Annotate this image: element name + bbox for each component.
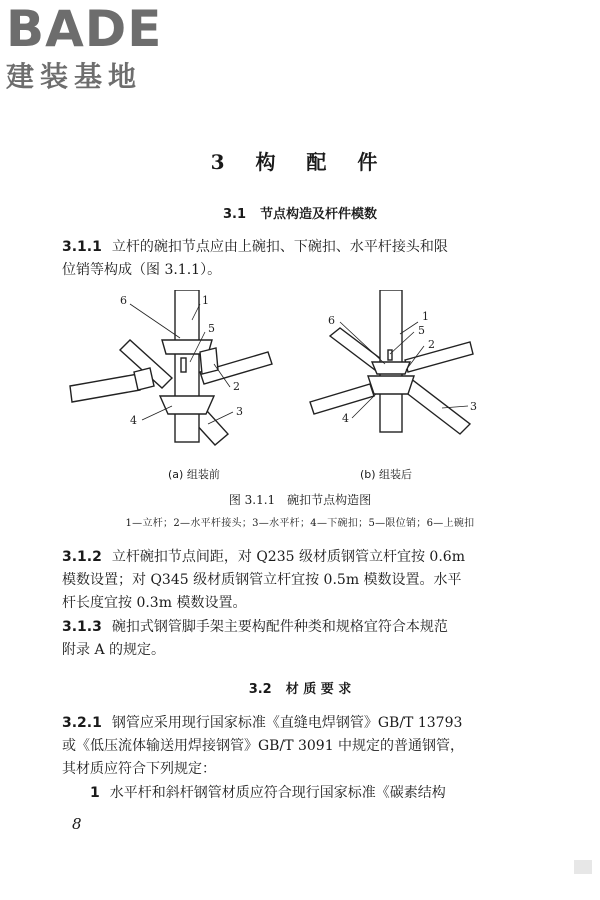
- clause-text: 立杆碗扣节点间距，对 Q235 级材质钢管立杆宜按 0.6m: [111, 549, 465, 565]
- clause-line: [62, 236, 532, 259]
- lower-bowl: [160, 396, 214, 414]
- clause-text: 钢管应采用现行国家标准《直缝电焊钢管》GB/T 13793: [111, 715, 463, 731]
- clause-number: 3.1.2: [62, 549, 102, 565]
- callout-label: 6: [328, 314, 335, 327]
- clause-3-1-2: [62, 546, 532, 615]
- chapter-title: 3 构 配 件: [210, 150, 390, 174]
- figure-caption: 图 3.1.1 碗扣节点构造图: [228, 493, 372, 507]
- clause-text: 碗扣式钢管脚手架主要构配件种类和规格宜符合本规范: [111, 619, 448, 635]
- joint-right: [200, 348, 218, 374]
- clause-text: 立杆的碗扣节点应由上碗扣、下碗扣、水平杆接头和限: [111, 239, 448, 255]
- section-heading-3-1: [0, 203, 600, 222]
- callout-label: 4: [342, 412, 349, 425]
- clause-line: 位销等构成（图 3.1.1）。: [62, 262, 222, 278]
- section-title: 节点构造及杆件模数: [260, 207, 378, 222]
- upright-pole: [380, 290, 402, 432]
- diagram-b: [310, 290, 473, 434]
- item-number: 1: [90, 785, 100, 801]
- lower-bowl: [368, 376, 414, 394]
- clause-line: [62, 546, 532, 569]
- clause-line: 或《低压流体输送用焊接钢管》GB/T 3091 中规定的普通钢管，: [62, 738, 465, 754]
- rod-back-right: [405, 342, 473, 372]
- diagram-a: [70, 290, 272, 445]
- figure-legend: 1—立杆；2—水平杆接头；3—水平杆；4—下碗扣；5—限位销；6—上碗扣: [125, 518, 475, 529]
- callout-label: 4: [130, 414, 137, 427]
- callout-label: 3: [470, 400, 477, 413]
- callout-label: 6: [120, 294, 127, 307]
- clause-line: 模数设置；对 Q345 级材质钢管立杆宜按 0.5m 模数设置。水平: [62, 572, 462, 588]
- limit-pin: [181, 358, 186, 372]
- section-heading-3-2: [0, 678, 600, 697]
- callout-label: 2: [233, 380, 240, 393]
- clause-3-1-1: [62, 236, 532, 282]
- limit-pin: [388, 350, 392, 360]
- clause-line: [62, 616, 532, 639]
- clause-number: 3.2.1: [62, 715, 102, 731]
- clause-number: 3.1.1: [62, 239, 102, 255]
- section-number: 3.2: [248, 682, 272, 697]
- figure-drawing: [50, 290, 550, 480]
- logo: [6, 0, 176, 96]
- clause-line: 杆长度宜按 0.3m 模数设置。: [62, 595, 247, 611]
- joint-left: [134, 368, 154, 390]
- page-number: 8: [72, 815, 82, 833]
- figure-label-b: (b) 组装后: [360, 468, 413, 481]
- section-number: 3.1: [222, 207, 246, 222]
- callout-label: 5: [208, 322, 215, 335]
- clause-number: 3.1.3: [62, 619, 102, 635]
- item-1: [90, 782, 535, 805]
- rod-front-left: [310, 384, 374, 414]
- clause-line: 其材质应符合下列规定：: [62, 761, 216, 777]
- callout-label: 5: [418, 324, 425, 337]
- upper-bowl: [372, 362, 410, 374]
- figure-bowl-joint: [50, 290, 550, 480]
- clause-line: [62, 712, 532, 735]
- logo-subtitle: 建装基地: [6, 60, 143, 93]
- logo-brand: BADE: [6, 0, 163, 58]
- clause-line: 附录 A 的规定。: [62, 642, 166, 658]
- clause-3-2-1: [62, 712, 532, 781]
- callout-label: 1: [202, 294, 209, 307]
- callout-label: 1: [422, 310, 429, 323]
- scan-mark: [574, 860, 592, 874]
- callout-label: 2: [428, 338, 435, 351]
- callout-label: 3: [236, 405, 243, 418]
- clause-3-1-3: [62, 616, 532, 662]
- figure-label-a: (a) 组装前: [168, 468, 220, 481]
- rod-front-left: [70, 374, 140, 402]
- section-title: 材 质 要 求: [285, 682, 352, 697]
- item-text: 水平杆和斜杆钢管材质应符合现行国家标准《碳素结构: [109, 785, 446, 801]
